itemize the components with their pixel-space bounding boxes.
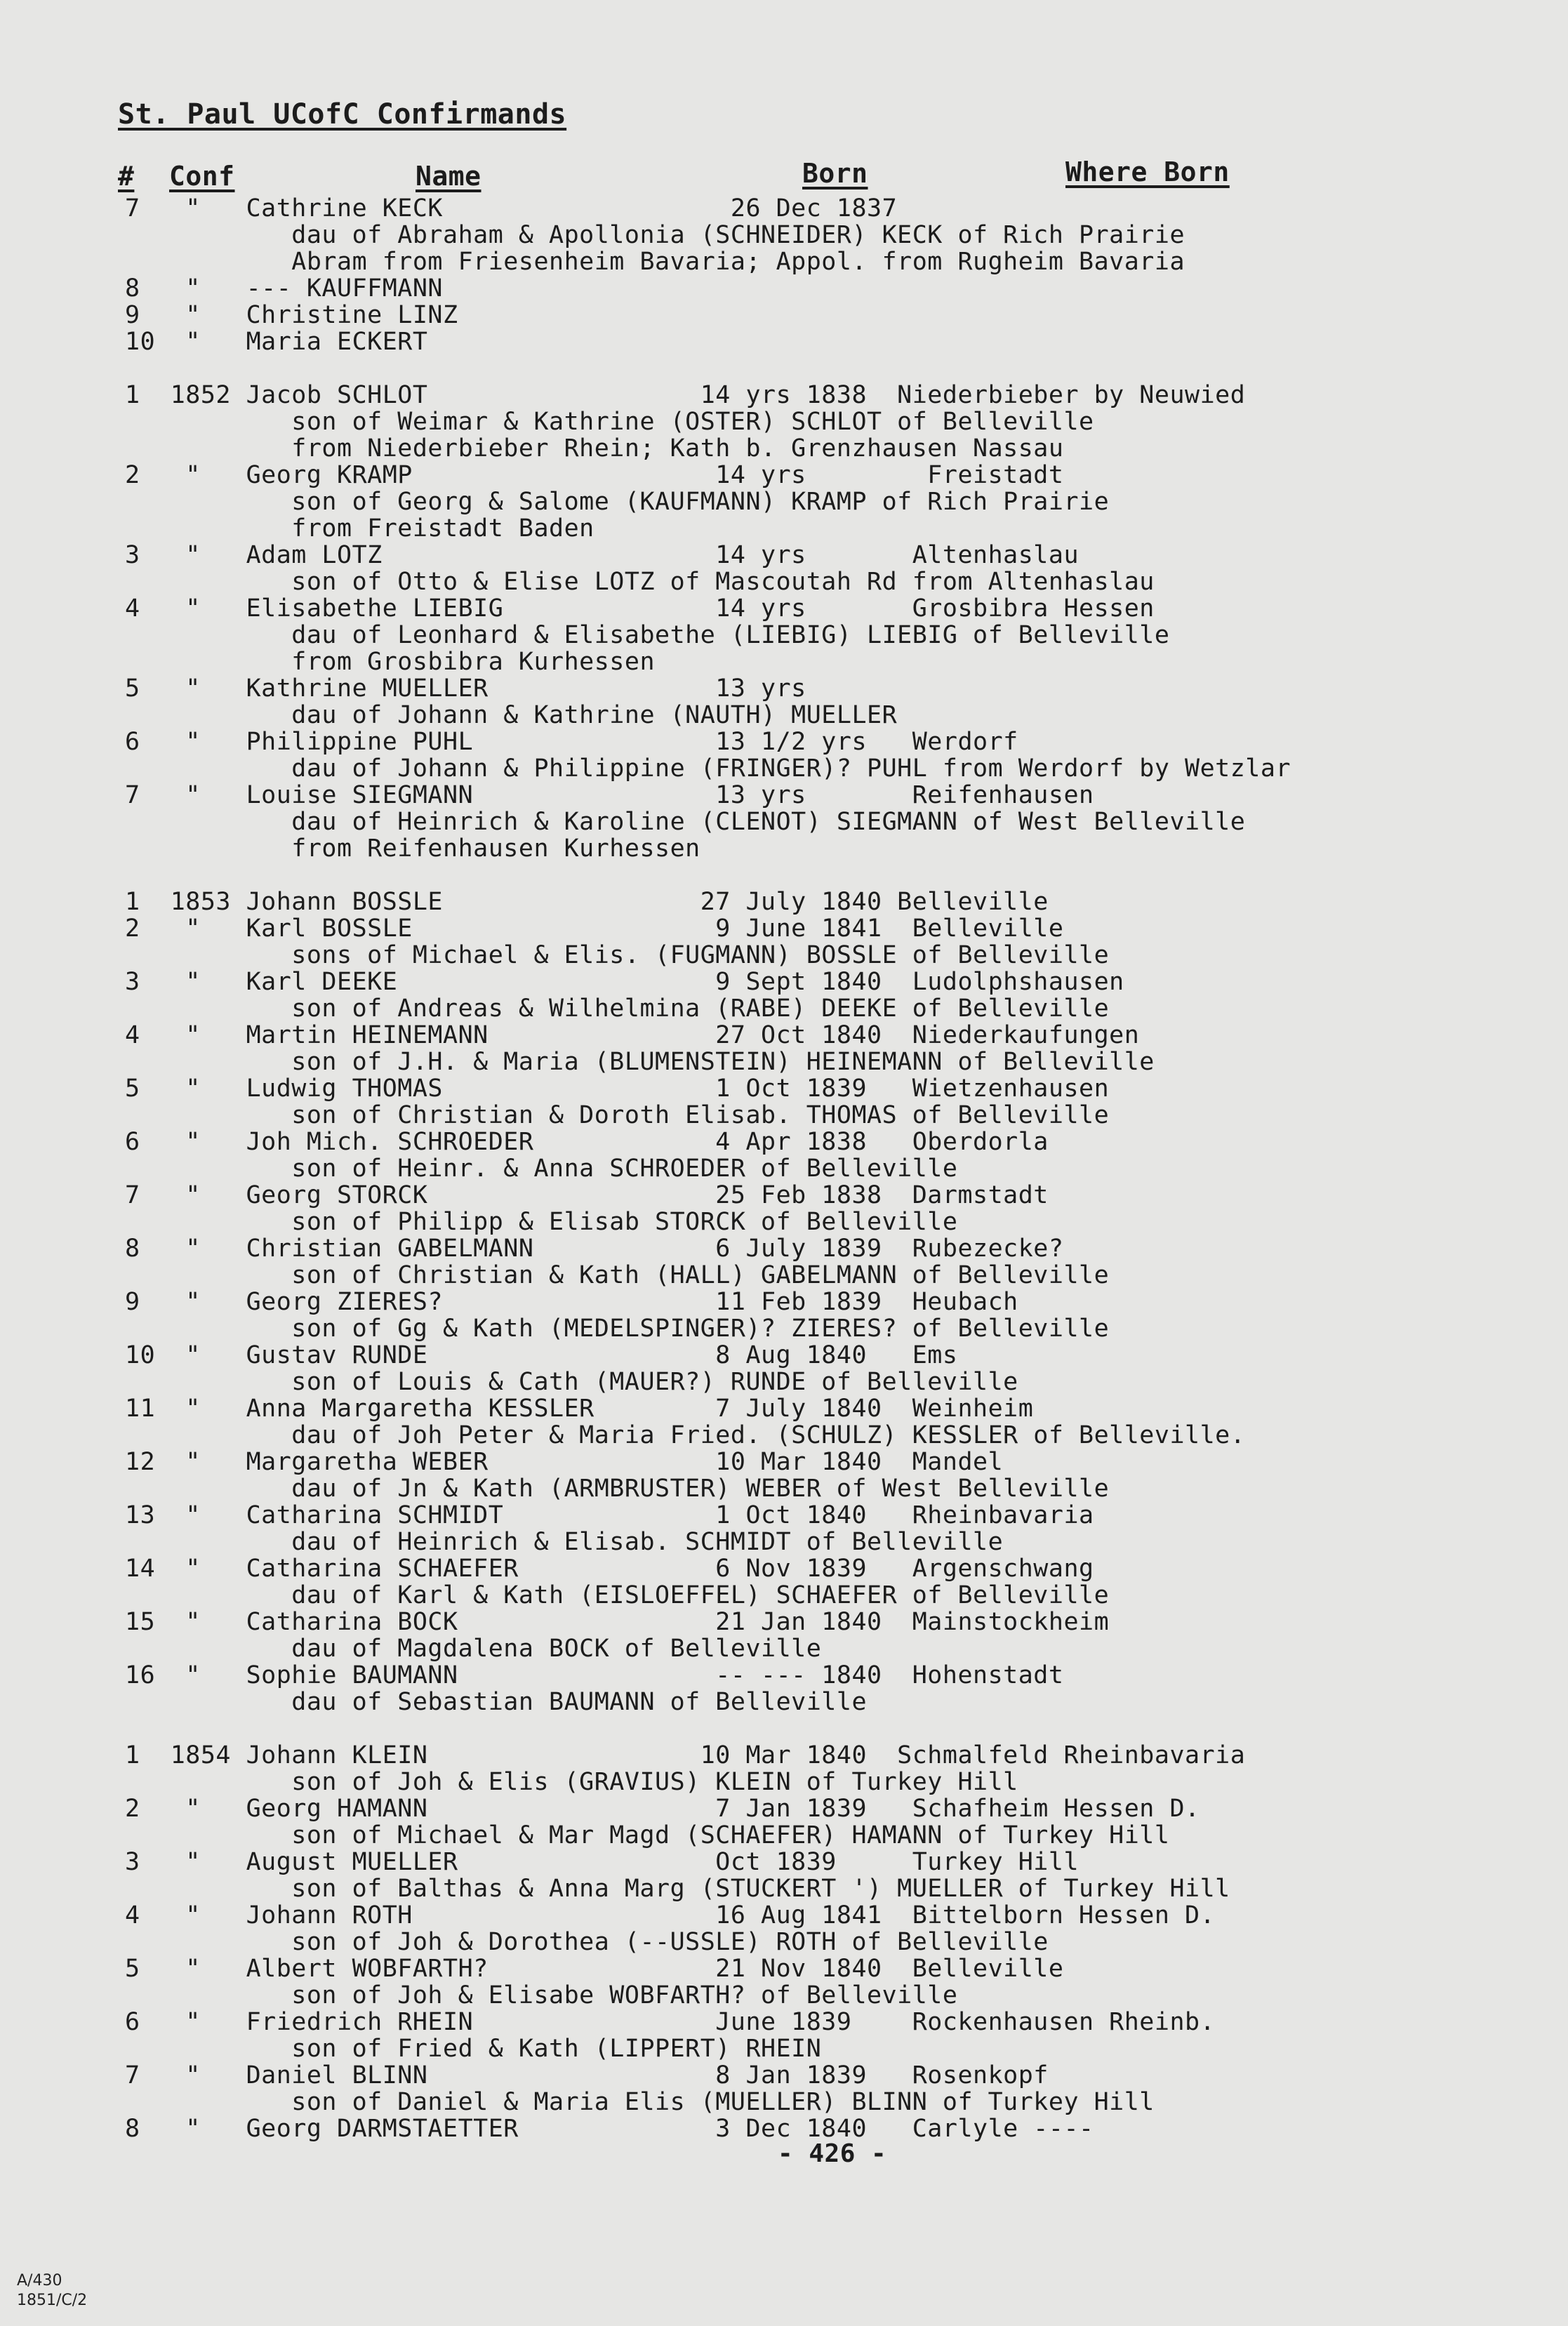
entry-line: 1 1852 Jacob SCHLOT 14 yrs 1838 Niederbieber by Neuwied	[125, 381, 1246, 409]
entry-detail-line: son of Balthas & Anna Marg (STUCKERT ') MUELLER of Turkey Hill	[125, 1875, 1230, 1903]
page-number: - 426 -	[778, 2139, 887, 2168]
entry-line: 7 " Daniel BLINN 8 Jan 1839 Rosenkopf	[125, 2061, 1049, 2089]
entry-detail-line: son of Fried & Kath (LIPPERT) RHEIN	[125, 2035, 822, 2063]
entry-line: 7 " Louise SIEGMANN 13 yrs Reifenhausen	[125, 781, 1094, 809]
entry-detail-line: dau of Abraham & Apollonia (SCHNEIDER) KECK of Rich Prairie	[125, 221, 1185, 249]
entry-line: 10 " Maria ECKERT	[125, 328, 428, 356]
header-born: Born	[802, 158, 868, 189]
entry-line: 9 " Georg ZIERES? 11 Feb 1839 Heubach	[125, 1288, 1018, 1316]
header-where-born: Where Born	[1065, 157, 1230, 187]
entry-detail-line: dau of Heinrich & Karoline (CLENOT) SIEGMANN of West Belleville	[125, 808, 1246, 836]
entry-detail-line: from Niederbieber Rhein; Kath b. Grenzhausen Nassau	[125, 434, 1064, 463]
entry-line: 7 " Cathrine KECK 26 Dec 1837	[125, 194, 898, 222]
entry-line: 10 " Gustav RUNDE 8 Aug 1840 Ems	[125, 1341, 958, 1369]
entry-detail-line: son of J.H. & Maria (BLUMENSTEIN) HEINEMANN of Belleville	[125, 1048, 1155, 1076]
entry-detail-line: son of Joh & Elisabe WOBFARTH? of Belleville	[125, 1981, 958, 2009]
entry-line: 5 " Albert WOBFARTH? 21 Nov 1840 Belleville	[125, 1955, 1064, 1983]
entry-detail-line: son of Christian & Kath (HALL) GABELMANN of Belleville	[125, 1261, 1110, 1289]
entry-line: 12 " Margaretha WEBER 10 Mar 1840 Mandel	[125, 1448, 1004, 1476]
entry-detail-line: son of Weimar & Kathrine (OSTER) SCHLOT of Belleville	[125, 408, 1094, 436]
entry-line: 4 " Johann ROTH 16 Aug 1841 Bittelborn Hessen D.	[125, 1901, 1216, 1929]
entry-line: 3 " August MUELLER Oct 1839 Turkey Hill	[125, 1848, 1079, 1876]
entry-detail-line: son of Michael & Mar Magd (SCHAEFER) HAMANN of Turkey Hill	[125, 1821, 1170, 1849]
entry-line: 6 " Joh Mich. SCHROEDER 4 Apr 1838 Oberdorla	[125, 1128, 1049, 1156]
entry-detail-line: son of Georg & Salome (KAUFMANN) KRAMP of Rich Prairie	[125, 488, 1110, 516]
entry-line: 5 " Ludwig THOMAS 1 Oct 1839 Wietzenhausen	[125, 1075, 1110, 1103]
entry-detail-line: from Freistadt Baden	[125, 514, 594, 543]
header-conf: Conf	[169, 161, 235, 192]
entry-detail-line: from Grosbibra Kurhessen	[125, 648, 656, 676]
entry-detail-line: son of Andreas & Wilhelmina (RABE) DEEKE of Belleville	[125, 995, 1110, 1023]
entry-detail-line: son of Christian & Doroth Elisab. THOMAS of Belleville	[125, 1101, 1110, 1129]
entry-detail-line: dau of Johann & Kathrine (NAUTH) MUELLER	[125, 701, 898, 729]
entry-line: 4 " Martin HEINEMANN 27 Oct 1840 Niederkaufungen	[125, 1021, 1140, 1049]
entry-detail-line: from Reifenhausen Kurhessen	[125, 835, 700, 863]
entry-line: 2 " Karl BOSSLE 9 June 1841 Belleville	[125, 915, 1064, 943]
entry-line: 13 " Catharina SCHMIDT 1 Oct 1840 Rheinbavaria	[125, 1501, 1094, 1529]
page-title: St. Paul UCofC Confirmands	[118, 98, 567, 131]
entry-detail-line: sons of Michael & Elis. (FUGMANN) BOSSLE of Belleville	[125, 941, 1110, 969]
entry-detail-line: dau of Magdalena BOCK of Belleville	[125, 1635, 822, 1663]
entry-line: 5 " Kathrine MUELLER 13 yrs	[125, 674, 806, 703]
entry-detail-line: dau of Heinrich & Elisab. SCHMIDT of Belleville	[125, 1528, 1004, 1556]
entry-line: 1 1853 Johann BOSSLE 27 July 1840 Belleville	[125, 888, 1049, 916]
header-num: #	[118, 161, 135, 192]
entry-detail-line: dau of Johann & Philippine (FRINGER)? PUHL from Werdorf by Wetzlar	[125, 755, 1291, 783]
header-name: Name	[416, 161, 481, 192]
entry-detail-line: dau of Joh Peter & Maria Fried. (SCHULZ) KESSLER of Belleville.	[125, 1421, 1246, 1449]
entry-line: 14 " Catharina SCHAEFER 6 Nov 1839 Argenschwang	[125, 1555, 1094, 1583]
entry-line: 8 " Christian GABELMANN 6 July 1839 Rubezecke?	[125, 1235, 1064, 1263]
entry-line: 2 " Georg KRAMP 14 yrs Freistadt	[125, 461, 1064, 489]
entry-line: 1 1854 Johann KLEIN 10 Mar 1840 Schmalfeld Rheinbavaria	[125, 1741, 1246, 1769]
entry-line: 8 " --- KAUFFMANN	[125, 274, 444, 303]
entry-line: 16 " Sophie BAUMANN -- --- 1840 Hohenstadt	[125, 1661, 1064, 1689]
entry-detail-line: dau of Jn & Kath (ARMBRUSTER) WEBER of West Belleville	[125, 1475, 1110, 1503]
entry-line: 6 " Friedrich RHEIN June 1839 Rockenhausen Rheinb.	[125, 2008, 1216, 2036]
entry-detail-line: Abram from Friesenheim Bavaria; Appol. from Rugheim Bavaria	[125, 248, 1185, 276]
entry-line: 9 " Christine LINZ	[125, 301, 458, 329]
entry-detail-line: dau of Sebastian BAUMANN of Belleville	[125, 1688, 868, 1716]
entry-detail-line: son of Louis & Cath (MAUER?) RUNDE of Belleville	[125, 1368, 1018, 1396]
entry-line: 15 " Catharina BOCK 21 Jan 1840 Mainstockheim	[125, 1608, 1110, 1636]
archive-ref-line-1: A/430	[17, 2272, 62, 2290]
entry-detail-line: son of Daniel & Maria Elis (MUELLER) BLINN of Turkey Hill	[125, 2088, 1155, 2116]
entry-detail-line: dau of Karl & Kath (EISLOEFFEL) SCHAEFER of Belleville	[125, 1581, 1110, 1609]
entry-line: 4 " Elisabethe LIEBIG 14 yrs Grosbibra Hessen	[125, 594, 1155, 623]
entry-detail-line: son of Gg & Kath (MEDELSPINGER)? ZIERES? of Belleville	[125, 1315, 1110, 1343]
entry-line: 7 " Georg STORCK 25 Feb 1838 Darmstadt	[125, 1181, 1049, 1209]
entry-detail-line: son of Otto & Elise LOTZ of Mascoutah Rd from Altenhaslau	[125, 568, 1155, 596]
entry-detail-line: son of Philipp & Elisab STORCK of Belleville	[125, 1208, 958, 1236]
archive-ref-line-2: 1851/C/2	[17, 2292, 88, 2309]
entry-detail-line: son of Joh & Elis (GRAVIUS) KLEIN of Turkey Hill	[125, 1768, 1018, 1796]
entry-line: 11 " Anna Margaretha KESSLER 7 July 1840 Weinheim	[125, 1395, 1034, 1423]
entry-line: 2 " Georg HAMANN 7 Jan 1839 Schafheim Hessen D.	[125, 1795, 1200, 1823]
entry-line: 6 " Philippine PUHL 13 1/2 yrs Werdorf	[125, 728, 1018, 756]
entry-line: 3 " Adam LOTZ 14 yrs Altenhaslau	[125, 541, 1079, 569]
entry-detail-line: son of Joh & Dorothea (--USSLE) ROTH of Belleville	[125, 1928, 1049, 1956]
entry-line: 8 " Georg DARMSTAETTER 3 Dec 1840 Carlyle ----	[125, 2115, 1094, 2143]
entry-detail-line: dau of Leonhard & Elisabethe (LIEBIG) LIEBIG of Belleville	[125, 621, 1170, 649]
entry-line: 3 " Karl DEEKE 9 Sept 1840 Ludolphshausen	[125, 968, 1124, 996]
entry-detail-line: son of Heinr. & Anna SCHROEDER of Belleville	[125, 1155, 958, 1183]
